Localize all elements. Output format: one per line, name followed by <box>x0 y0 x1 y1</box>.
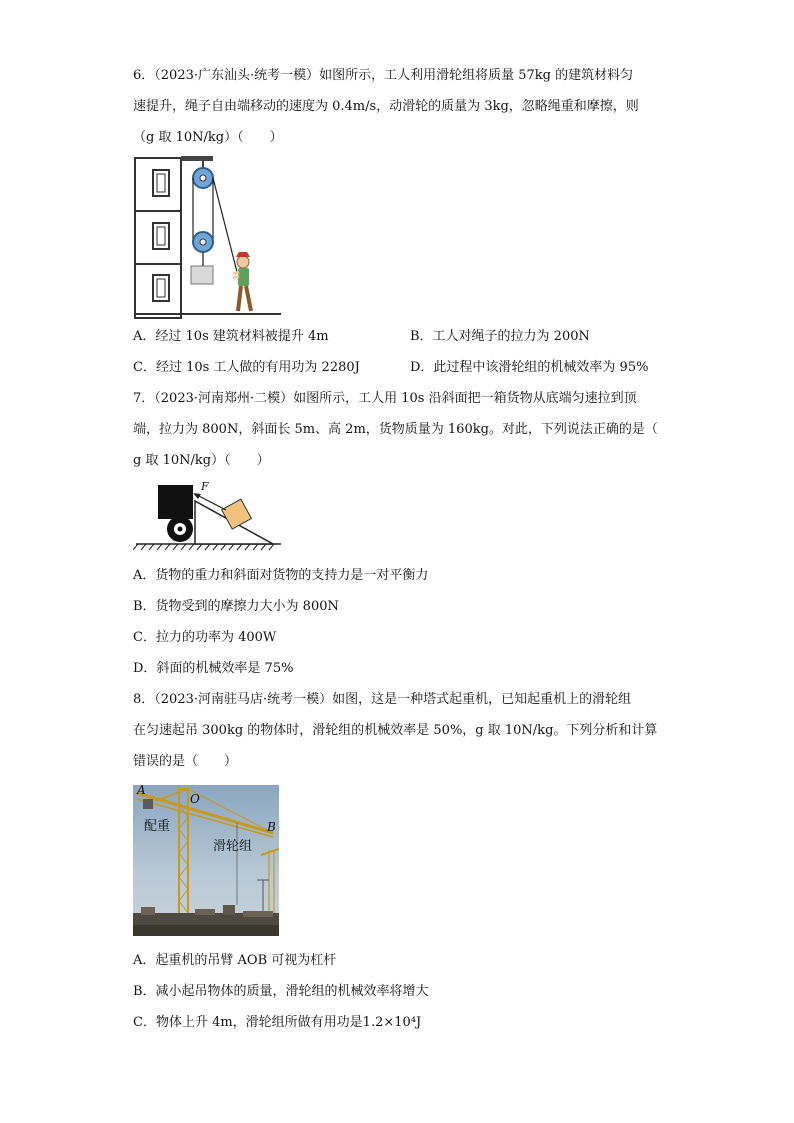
q6-option-b: B．工人对绳子的拉力为 200N <box>410 329 590 344</box>
q7-option-b: B．货物受到的摩擦力大小为 800N <box>133 599 339 614</box>
q8-label-pulley: 滑轮组 <box>213 839 253 854</box>
q7-incline-figure <box>133 477 283 552</box>
q8-label-o: O <box>190 792 200 806</box>
q8-crane-photo <box>133 785 279 936</box>
q7-stem-line2: 端，拉力为 800N，斜面长 5m、高 2m，货物质量为 160kg。对此，下列说法正确的是（ <box>133 422 658 437</box>
q6-option-c: C．经过 10s 工人做的有用功为 2280J <box>133 360 360 375</box>
q7-force-label: F <box>201 480 209 493</box>
q6-stem-line3: （g 取 10N/kg）（ ） <box>133 130 283 145</box>
q8-option-a: A．起重机的吊臂 AOB 可视为杠杆 <box>133 953 337 968</box>
q6-option-d: D．此过程中该滑轮组的机械效率为 95% <box>410 360 649 375</box>
q6-stem-line1: 6．（2023·广东汕头·统考一模）如图所示，工人利用滑轮组将质量 57kg 的建筑材料匀 <box>133 68 634 83</box>
q7-option-a: A．货物的重力和斜面对货物的支持力是一对平衡力 <box>133 568 429 583</box>
q8-stem-line3: 错误的是（ ） <box>133 754 238 769</box>
q8-option-b: B．减小起吊物体的质量，滑轮组的机械效率将增大 <box>133 984 429 999</box>
q7-stem-line1: 7．（2023·河南郑州·二模）如图所示，工人用 10s 沿斜面把一箱货物从底端匀速拉到顶 <box>133 391 637 406</box>
q7-stem-line3: g 取 10N/kg）（ ） <box>133 453 270 468</box>
q8-stem-line1: 8．（2023·河南驻马店·统考一模）如图，这是一种塔式起重机，已知起重机上的滑轮组 <box>133 692 632 707</box>
q8-label-a: A <box>137 785 146 797</box>
q8-label-b: B <box>267 820 276 834</box>
q8-option-c: C．物体上升 4m，滑轮组所做有用功是1.2×10⁴J <box>133 1015 422 1030</box>
q8-label-counterweight: 配重 <box>144 819 171 834</box>
q6-stem-line2: 速提升，绳子自由端移动的速度为 0.4m/s，动滑轮的质量为 3kg，忽略绳重和摩擦，则 <box>133 99 639 114</box>
q7-option-d: D．斜面的机械效率是 75% <box>133 661 294 676</box>
q7-option-c: C．拉力的功率为 400W <box>133 630 277 645</box>
q6-pulley-figure <box>133 154 283 319</box>
q6-option-a: A．经过 10s 建筑材料被提升 4m <box>133 329 329 344</box>
q8-stem-line2: 在匀速起吊 300kg 的物体时，滑轮组的机械效率是 50%，g 取 10N/kg。下列分析和计算 <box>133 723 658 738</box>
